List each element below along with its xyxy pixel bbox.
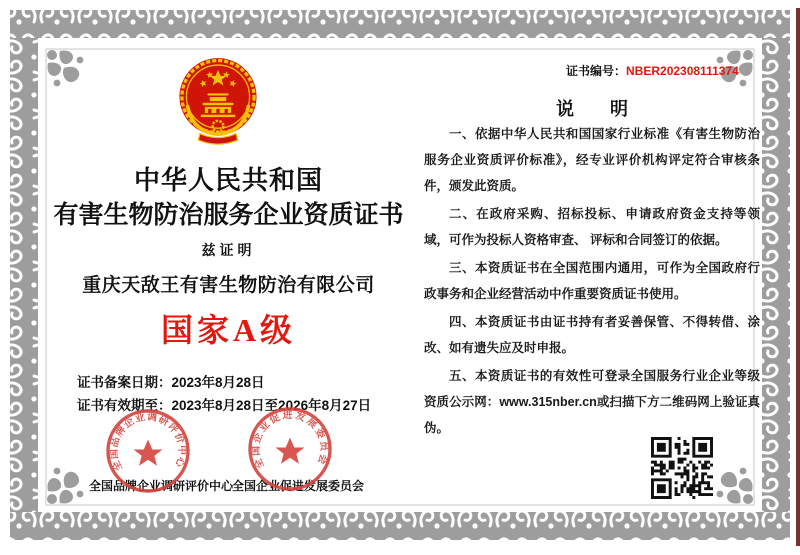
certificate-title: 有害生物防治服务企业资质证书 xyxy=(53,201,404,229)
corner-ornament-bottom-right xyxy=(717,468,753,504)
corner-ornament-bottom-left xyxy=(47,468,83,504)
instruction-paragraph-4: 四、本资质证书由证书持有者妥善保管、不得转借、涂改、如有遗失应及时申报。 xyxy=(424,315,760,355)
corner-ornament-top-left xyxy=(47,50,83,86)
issuer-name-left: 全国品牌企业调研评价中心 xyxy=(89,479,234,493)
instructions-heading: 说 明 xyxy=(556,99,628,119)
china-national-emblem-icon xyxy=(177,57,259,151)
certificate-number: NBER202308111374 xyxy=(626,64,739,78)
frame-band-bottom xyxy=(10,512,790,540)
instructions-body xyxy=(424,121,760,443)
grade-level: 国家A级 xyxy=(160,312,297,348)
instruction-paragraph-1: 一、依据中华人民共和国国家行业标准《有害生物防治服务企业资质评价标准》，经专业评价机构评定符合审核条件，颁发此资质。 xyxy=(424,127,760,193)
page-edge-shadow xyxy=(796,8,800,546)
company-name: 重庆天敌王有害生物防治有限公司 xyxy=(82,275,375,296)
valid-period: 证书有效期至：2023年8月28日至2026年8月27日 xyxy=(77,398,372,413)
certificate-number-label: 证书编号： xyxy=(566,64,627,78)
verification-qr-code xyxy=(651,437,713,499)
seal-stamp-right xyxy=(247,406,333,492)
certificate-number-line xyxy=(566,62,739,79)
seal-stamp-left xyxy=(105,408,191,494)
record-date: 证书备案日期：2023年8月28日 xyxy=(77,375,265,390)
declaration-text: 兹证明 xyxy=(201,242,256,258)
instruction-paragraph-5: 五、本资质证书的有效性可登录全国服务行业企业等级资质公示网：www.315nber.cn或扫描下方二维码网上验证真伪。 xyxy=(424,369,760,435)
seal-ring-text-right: 全国企业促进发展委员会 xyxy=(250,409,330,471)
frame-band-right xyxy=(762,10,790,540)
issuer-name-right: 全国企业促进发展委员会 xyxy=(232,479,365,493)
country-title: 中华人民共和国 xyxy=(133,165,323,195)
seal-ring-text-left: 全国品牌企业调研评价中心 xyxy=(108,411,188,473)
instruction-paragraph-3: 三、本资质证书在全国范围内通用，可作为全国政府行政事务和企业经营活动中作重要资质证书使用。 xyxy=(424,261,760,301)
frame-band-left xyxy=(10,10,38,540)
instruction-paragraph-2: 二、在政府采购、招标投标、申请政府资金支持等领域，可作为投标人资格审查、 评标和合同签订的依据。 xyxy=(424,207,760,247)
frame-band-top xyxy=(10,10,790,38)
